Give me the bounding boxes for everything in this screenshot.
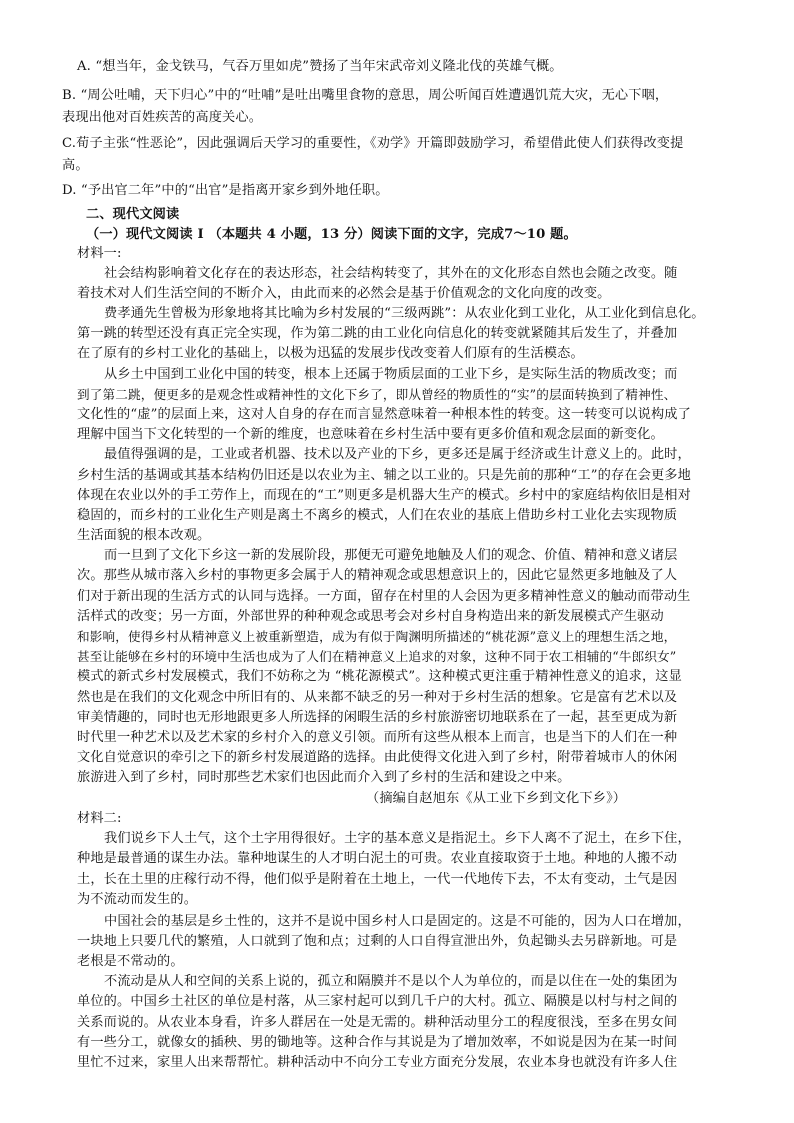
paragraph-line: 在了原有的乡村工业化的基础上，以极为迅猛的发展步伐改变着人们原有的生活模态。: [77, 346, 584, 361]
paragraph-line: 乡村生活的基调或其基本结构仍旧还是以农业为主、辅之以工业的。只是先前的那种“工”的存在会更多地: [77, 468, 691, 483]
paragraph-line: 老根是不常动的。: [77, 954, 184, 969]
paragraph-line: 从乡土中国到工业化中国的转变，根本上还属于物质层面的工业下乡，是实际生活的物质改变；而: [104, 367, 678, 382]
paragraph-line: 生活面貌的根本改观。: [77, 528, 211, 543]
paragraph-line: 最值得强调的是，工业或者机器、技术以及产业的下乡，更多还是属于经济或生计意义上的。此时，: [104, 447, 691, 462]
paragraph-line: 社会结构影响着文化存在的表达形态，社会结构转变了，其外在的文化形态自然也会随之改变。随: [104, 266, 678, 281]
paragraph-line: 我们说乡下人土气，这个土字用得很好。土字的基本意义是指泥土。乡下人离不了泥土，在乡下住，: [104, 831, 691, 846]
material-2-label: 材料二:: [77, 811, 122, 826]
paragraph-line: 体现在农业以外的手工劳作上，而现在的“工”则更多是机器大生产的模式。乡村中的家庭结构依旧是相对: [77, 488, 691, 503]
paragraph-line: 到了第二跳，便更多的是观念性或精神性的文化下乡了，即从曾经的物质性的“实”的层面转换到了精神性、: [77, 387, 677, 402]
paragraph-line: 们对于新出现的生活方式的认同与选择。一方面，留存在村里的人会因为更多精神性意义的触动而带动生: [77, 589, 691, 604]
paragraph-line: 甚至让能够在乡村的环境中生活也成为了人们在精神意义上追求的对象，这种不同于农工相辅的“牛郎织女”: [77, 649, 677, 664]
section-subtitle: （一）现代文阅读 I （本题共 4 小题，13 分）阅读下面的文字，完成7～10 题。: [86, 227, 577, 242]
paragraph-line: 模式的新式乡村发展模式，我们不妨称之为 “桃花源模式”。这种模式更注重于精神性意义的追求，这显: [77, 669, 682, 684]
option-d: D. “予出官二年”中的“出官”是指离开家乡到外地任职。: [62, 183, 389, 198]
paragraph-line: 活样式的改变；另一方面，外部世界的种种观念或思考会对乡村自身构造出来的新发展模式产生驱动: [77, 609, 664, 624]
option-b-line-1: B. “周公吐哺，天下归心”中的“吐哺”是吐出嘴里食物的意思，周公听闻百姓遭遇饥荒大灾，无心下咽，: [62, 88, 669, 103]
paragraph-line: 旅游进入到了乡村，同时那些艺术家们也因此而介入到了乡村的生活和建设之中来。: [77, 770, 571, 785]
paragraph-line: 文化性的“虚”的层面上来，这对人自身的存在而言显然意味着一种根本性的转变。这一转变可以说构成了: [77, 407, 691, 422]
material-1-source: （摘编自赵旭东《从工业下乡到文化下乡》）: [366, 791, 627, 806]
paragraph-line: 和影响，使得乡村从精神意义上被重新塑造，成为有似于陶渊明所描述的“桃花源”意义上的理想生活之地，: [77, 629, 677, 644]
paragraph-line: 时代里一种艺术以及艺术家的乡村介入的意义引领。而所有这些从根本上而言，也是当下的人们在一种: [77, 730, 678, 745]
paragraph-line: 稳固的，而乡村的工业化生产则是离土不离乡的模式，人们在农业的基底上借助乡村工业化去实现物质: [77, 508, 678, 523]
option-c-line-1: C.荀子主张“性恶论”，因此强调后天学习的重要性，《劝学》开篇即鼓励学习，希望借此使人们获得改变提: [62, 136, 684, 151]
paragraph-line: 有一些分工，就像女的插秧、男的锄地等。这种合作与其说是为了增加效率，不如说是因为在某一时间: [77, 1035, 678, 1050]
paragraph-line: 种地是最普通的谋生办法。靠种地谋生的人才明白泥土的可贵。农业直接取资于土地。种地的人搬不动: [77, 851, 678, 866]
paragraph-line: 土，长在土里的庄稼行动不得，他们似乎是附着在土地上，一代一代地传下去，不太有变动，土气是因: [77, 872, 678, 887]
paragraph-line: 费孝通先生曾极为形象地将其比喻为乡村发展的“三级两跳”：从农业化到工业化，从工业化到信息化。: [104, 306, 705, 321]
paragraph-line: 而一旦到了文化下乡这一新的发展阶段，那便无可避免地触及人们的观念、价值、精神和意义诸层: [104, 548, 678, 563]
paragraph-line: 第一跳的转型还没有真正完全实现，作为第二跳的由工业化向信息化的转变就紧随其后发生了，并叠加: [77, 326, 678, 341]
paragraph-line: 关系而说的。从农业本身看，许多人群居在一处是无需的。耕种活动里分工的程度很浅，至多在男女间: [77, 1015, 678, 1030]
option-a: A. “想当年，金戈铁马，气吞万里如虎”赞扬了当年宋武帝刘义隆北伐的英雄气概。: [77, 59, 563, 74]
section-title: 二、现代文阅读: [86, 207, 180, 222]
paragraph-line: 着技术对人们生活空间的不断介入，由此而来的必然会是基于价值观念的文化向度的改变。: [77, 286, 611, 301]
option-c-line-2: 高。: [62, 158, 89, 173]
paragraph-line: 不流动是从人和空间的关系上说的，孤立和隔膜并不是以个人为单位的，而是以住在一处的集团为: [104, 974, 678, 989]
paragraph-line: 次。那些从城市落入乡村的事物更多会属于人的精神观念或思想意识上的，因此它显然更多地触及了人: [77, 568, 678, 583]
option-b-line-2: 表现出他对百姓疾苦的高度关心。: [62, 110, 263, 125]
material-1-label: 材料一:: [77, 246, 122, 261]
paragraph-line: 中国社会的基层是乡土性的，这并不是说中国乡村人口是固定的。这是不可能的，因为人口在增加，: [104, 914, 691, 929]
paragraph-line: 然也是在我们的文化观念中所旧有的、从来都不缺乏的另一种对于乡村生活的想象。它是富有艺术以及: [77, 690, 678, 705]
paragraph-line: 审美情趣的，同时也无形地跟更多人所选择的闲暇生活的乡村旅游密切地联系在了一起，甚至更成为新: [77, 710, 678, 725]
paragraph-line: 单位的。中国乡土社区的单位是村落，从三家村起可以到几千户的大村。孤立、隔膜是以村与村之间的: [77, 994, 678, 1009]
paragraph-line: 一块地上只要几代的繁殖，人口就到了饱和点；过剩的人口自得宣泄出外，负起锄头去另辟新地。可是: [77, 934, 678, 949]
paragraph-line: 为不流动而发生的。: [77, 892, 198, 907]
paragraph-line: 文化自觉意识的牵引之下的新乡村发展道路的选择。由此使得文化进入到了乡村，附带着城市人的休闲: [77, 750, 678, 765]
paragraph-line: 理解中国当下文化转型的一个新的维度，也意味着在乡村生活中要有更多价值和观念层面的新变化。: [77, 427, 664, 442]
paragraph-line: 里忙不过来，家里人出来帮帮忙。耕种活动中不向分工专业方面充分发展，农业本身也就没有许多人住: [77, 1055, 678, 1070]
